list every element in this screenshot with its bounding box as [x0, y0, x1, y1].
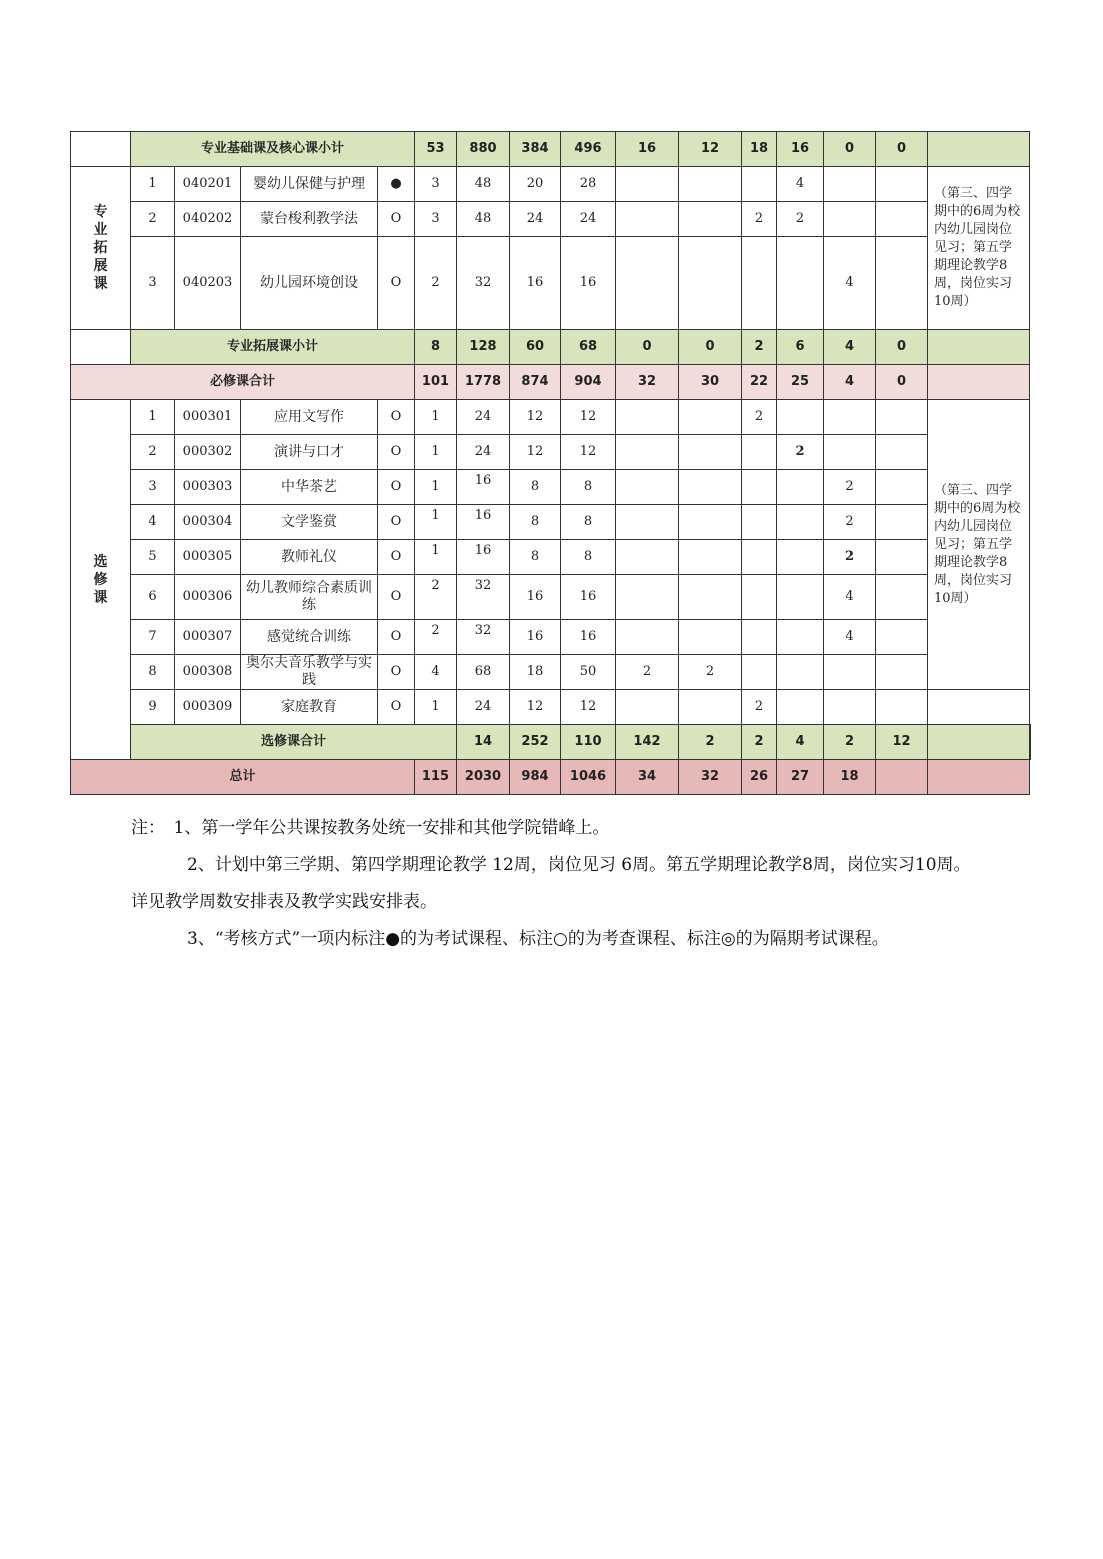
summary-value: 0: [876, 132, 928, 167]
cell-credit: 1: [415, 690, 457, 725]
cell-name: 家庭教育: [241, 690, 378, 725]
cell-code: 000306: [175, 575, 241, 620]
summary-value: 25: [777, 365, 824, 400]
cell-practice: 12: [561, 690, 616, 725]
cell-s6: [876, 435, 928, 470]
summary-value: [928, 132, 1030, 167]
summary-value: 904: [561, 365, 616, 400]
cell-theory: 18: [510, 655, 561, 690]
note-1: 注： 1、第一学年公共课按教务处统一安排和其他学院错峰上。: [131, 818, 610, 838]
summary-value: [1030, 725, 1031, 760]
cell-no: 3: [131, 470, 175, 505]
cell-s3: 2: [742, 202, 777, 237]
cell-s3: [742, 620, 777, 655]
summary-value: 110: [561, 725, 616, 760]
cell-s5: [824, 400, 876, 435]
cell-s2: [679, 167, 742, 202]
summary-value: 14: [457, 725, 510, 760]
cell-total: 24: [457, 400, 510, 435]
cell-s3: [742, 167, 777, 202]
summary-value: 2: [742, 330, 777, 365]
cell-total: 16: [457, 540, 510, 575]
cell-practice: 50: [561, 655, 616, 690]
cell-s2: [679, 620, 742, 655]
cell-s5: 2: [824, 470, 876, 505]
summary-value: 6: [777, 330, 824, 365]
cell-mark: O: [378, 400, 415, 435]
blank-cell: [71, 330, 131, 365]
cell-theory: 12: [510, 400, 561, 435]
cell-mark: O: [378, 575, 415, 620]
cell-s5: 4: [824, 575, 876, 620]
summary-label: 选修课合计: [131, 725, 457, 760]
cell-practice: 12: [561, 435, 616, 470]
summary-value: 0: [876, 330, 928, 365]
summary-value: 0: [679, 330, 742, 365]
cell-s3: [742, 575, 777, 620]
cell-mark: O: [378, 435, 415, 470]
summary-label: 必修课合计: [71, 365, 415, 400]
cell-practice: 24: [561, 202, 616, 237]
cell-practice: 8: [561, 470, 616, 505]
summary-value: [928, 330, 1030, 365]
cell-code: 000301: [175, 400, 241, 435]
summary-value: 101: [415, 365, 457, 400]
summary-value: 22: [742, 365, 777, 400]
cell-s5: [824, 202, 876, 237]
cell-s1: [616, 575, 679, 620]
cell-s3: 2: [742, 690, 777, 725]
summary-value: 12: [876, 725, 928, 760]
cell-theory: 8: [510, 505, 561, 540]
cell-s6: [876, 690, 928, 725]
cell-s6: [876, 620, 928, 655]
cell-s5: [824, 690, 876, 725]
cell-theory: 24: [510, 202, 561, 237]
cell-total: 16: [457, 470, 510, 505]
cell-theory: 8: [510, 470, 561, 505]
summary-value: 0: [616, 330, 679, 365]
summary-value: 2: [824, 725, 876, 760]
cell-name: 中华茶艺: [241, 470, 378, 505]
cell-practice: 12: [561, 400, 616, 435]
cell-s1: [616, 470, 679, 505]
cell-s2: [679, 575, 742, 620]
cell-name: 应用文写作: [241, 400, 378, 435]
cell-total: 24: [457, 435, 510, 470]
cell-s3: [742, 540, 777, 575]
cell-name: 文学鉴赏: [241, 505, 378, 540]
summary-value: 27: [777, 760, 824, 795]
remark-note: （第三、四学期中的6周为校内幼儿园岗位见习；第五学期理论教学8周，岗位实习10周）: [928, 400, 1030, 690]
summary-value: 4: [824, 365, 876, 400]
summary-value: 0: [824, 132, 876, 167]
cell-s6: [876, 540, 928, 575]
cell-theory: 16: [510, 620, 561, 655]
cell-practice: 8: [561, 540, 616, 575]
summary-row: [71, 330, 1031, 365]
cell-s1: [616, 400, 679, 435]
summary-value: 0: [876, 365, 928, 400]
summary-value: 2: [742, 725, 777, 760]
summary-value: 26: [742, 760, 777, 795]
cell-mark: O: [378, 470, 415, 505]
cell-code: 000307: [175, 620, 241, 655]
summary-value: 34: [616, 760, 679, 795]
summary-value: 8: [415, 330, 457, 365]
category-label: 选修课: [93, 553, 108, 606]
summary-value: 32: [616, 365, 679, 400]
course-row: [71, 540, 1031, 575]
cell-name: 感觉统合训练: [241, 620, 378, 655]
cell-theory: 8: [510, 540, 561, 575]
summary-value: 4: [824, 330, 876, 365]
note-3: 3、“考核方式”一项内标注●的为考试课程、标注○的为考查课程、标注◎的为隔期考试课程。: [187, 929, 889, 949]
cell-code: 000304: [175, 505, 241, 540]
summary-label: 总计: [71, 760, 415, 795]
cell-s1: [616, 167, 679, 202]
cell-code: 040203: [175, 237, 241, 330]
cell-practice: 16: [561, 575, 616, 620]
cell-s4: [777, 690, 824, 725]
summary-value: 18: [824, 760, 876, 795]
cell-s1: [616, 202, 679, 237]
summary-value: 2030: [457, 760, 510, 795]
cell-no: 4: [131, 505, 175, 540]
summary-row: [71, 760, 1031, 795]
summary-row: [71, 132, 1031, 167]
cell-code: 000305: [175, 540, 241, 575]
cell-credit: 1: [415, 505, 457, 540]
cell-s2: [679, 237, 742, 330]
cell-s4: 4: [777, 167, 824, 202]
cell-mark: O: [378, 540, 415, 575]
cell-credit: 4: [415, 655, 457, 690]
cell-total: 68: [457, 655, 510, 690]
cell-s4: 2: [777, 202, 824, 237]
cell-credit: 2: [415, 237, 457, 330]
summary-value: 1046: [561, 760, 616, 795]
summary-row: [71, 365, 1031, 400]
remark-note: （第三、四学期中的6周为校内幼儿园岗位见习；第五学期理论教学8周，岗位实习10周）: [928, 167, 1030, 330]
note-2: 2、计划中第三学期、第四学期理论教学 12周，岗位见习 6周。第五学期理论教学8周，岗位实习10周。详见教学周数安排表及教学实践安排表。: [131, 855, 971, 912]
course-row: [71, 470, 1031, 505]
cell-s1: 2: [616, 655, 679, 690]
cell-name: 婴幼儿保健与护理: [241, 167, 378, 202]
summary-value: 128: [457, 330, 510, 365]
cell-code: 000308: [175, 655, 241, 690]
cell-theory: 20: [510, 167, 561, 202]
summary-value: [928, 365, 1030, 400]
cell-s6: [876, 505, 928, 540]
cell-mark: O: [378, 202, 415, 237]
course-row: [71, 435, 1031, 470]
cell-s2: [679, 540, 742, 575]
cell-no: 6: [131, 575, 175, 620]
summary-value: 2: [679, 725, 742, 760]
course-row: [71, 620, 1031, 655]
cell-s3: [742, 505, 777, 540]
cell-no: 7: [131, 620, 175, 655]
summary-value: 16: [777, 132, 824, 167]
cell-s4: [777, 400, 824, 435]
cell-theory: 12: [510, 435, 561, 470]
cell-s3: [742, 655, 777, 690]
summary-value: 874: [510, 365, 561, 400]
cell-s6: [876, 655, 928, 690]
summary-value: 68: [561, 330, 616, 365]
cell-s4: [777, 237, 824, 330]
cell-total: 32: [457, 237, 510, 330]
cell-s3: 2: [742, 400, 777, 435]
cell-total: 48: [457, 202, 510, 237]
cell-s3: [742, 237, 777, 330]
cell-credit: 2: [415, 575, 457, 620]
cell-name: 幼儿园环境创设: [241, 237, 378, 330]
cell-s4: [777, 470, 824, 505]
cell-s1: [616, 237, 679, 330]
summary-value: 984: [510, 760, 561, 795]
category-cell: [71, 167, 131, 330]
cell-s2: [679, 690, 742, 725]
cell-total: 16: [457, 505, 510, 540]
cell-s2: [679, 435, 742, 470]
cell-s2: [679, 400, 742, 435]
cell-code: 040202: [175, 202, 241, 237]
cell-no: 8: [131, 655, 175, 690]
summary-value: 384: [510, 132, 561, 167]
blank-cell: [71, 132, 131, 167]
summary-value: 53: [415, 132, 457, 167]
cell-s1: [616, 620, 679, 655]
cell-name: 幼儿教师综合素质训练: [241, 575, 378, 620]
summary-value: 32: [679, 760, 742, 795]
cell-s1: [616, 505, 679, 540]
cell-s6: [876, 400, 928, 435]
course-row: [71, 690, 1031, 725]
summary-value: 30: [679, 365, 742, 400]
summary-value: 880: [457, 132, 510, 167]
cell-credit: 1: [415, 400, 457, 435]
cell-s5: [824, 435, 876, 470]
summary-value: 4: [777, 725, 824, 760]
category-label: 专业拓展课: [93, 204, 108, 292]
category-cell: [71, 400, 131, 760]
cell-s1: [616, 690, 679, 725]
course-row: [71, 237, 1031, 330]
cell-credit: 3: [415, 167, 457, 202]
cell-practice: 16: [561, 237, 616, 330]
cell-code: 000303: [175, 470, 241, 505]
course-plan-table: [70, 131, 1031, 795]
cell-total: 32: [457, 620, 510, 655]
cell-name: 蒙台梭利教学法: [241, 202, 378, 237]
cell-theory: 16: [510, 237, 561, 330]
cell-code: 000302: [175, 435, 241, 470]
cell-no: 5: [131, 540, 175, 575]
summary-value: 60: [510, 330, 561, 365]
cell-s1: [616, 540, 679, 575]
summary-value: 12: [679, 132, 742, 167]
cell-no: 2: [131, 202, 175, 237]
cell-s4: 2: [777, 435, 824, 470]
cell-s2: [679, 505, 742, 540]
cell-s6: [876, 470, 928, 505]
cell-mark: ●: [378, 167, 415, 202]
cell-s5: [824, 655, 876, 690]
cell-s5: 2: [824, 540, 876, 575]
course-row: [71, 655, 1031, 690]
summary-value: 16: [616, 132, 679, 167]
cell-mark: O: [378, 505, 415, 540]
summary-value: [928, 760, 1030, 795]
cell-s4: [777, 620, 824, 655]
summary-value: 496: [561, 132, 616, 167]
cell-practice: 8: [561, 505, 616, 540]
summary-value: [928, 725, 1030, 760]
cell-no: 2: [131, 435, 175, 470]
cell-credit: 1: [415, 470, 457, 505]
cell-s6: [876, 575, 928, 620]
summary-value: 115: [415, 760, 457, 795]
cell-s5: 2: [824, 505, 876, 540]
cell-name: 演讲与口才: [241, 435, 378, 470]
cell-s5: 4: [824, 620, 876, 655]
cell-s4: [777, 575, 824, 620]
cell-s6: [876, 237, 928, 330]
cell-no: 9: [131, 690, 175, 725]
cell-mark: O: [378, 690, 415, 725]
summary-row: [71, 725, 1031, 760]
summary-value: [876, 760, 928, 795]
summary-value: 18: [742, 132, 777, 167]
cell-s4: [777, 505, 824, 540]
course-row: [71, 400, 1031, 435]
cell-theory: 12: [510, 690, 561, 725]
cell-mark: O: [378, 237, 415, 330]
cell-s1: [616, 435, 679, 470]
cell-credit: 2: [415, 620, 457, 655]
cell-credit: 3: [415, 202, 457, 237]
cell-name: 教师礼仪: [241, 540, 378, 575]
cell-mark: O: [378, 655, 415, 690]
summary-value: 142: [616, 725, 679, 760]
cell-s6: [876, 202, 928, 237]
cell-theory: 16: [510, 575, 561, 620]
notes-section: [131, 810, 981, 958]
cell-credit: 1: [415, 435, 457, 470]
cell-s4: [777, 655, 824, 690]
course-row: [71, 167, 1031, 202]
cell-mark: O: [378, 620, 415, 655]
cell-s5: 4: [824, 237, 876, 330]
cell-total: 24: [457, 690, 510, 725]
cell-no: 1: [131, 167, 175, 202]
cell-s2: [679, 470, 742, 505]
course-row: [71, 202, 1031, 237]
cell-s5: [824, 167, 876, 202]
cell-total: 48: [457, 167, 510, 202]
summary-value: 1778: [457, 365, 510, 400]
cell-practice: 16: [561, 620, 616, 655]
cell-s4: [777, 540, 824, 575]
cell-name: 奥尔夫音乐教学与实践: [241, 655, 378, 690]
cell-s2: 2: [679, 655, 742, 690]
course-row: [71, 575, 1031, 620]
cell-no: 3: [131, 237, 175, 330]
cell-no: 1: [131, 400, 175, 435]
summary-label: 专业基础课及核心课小计: [131, 132, 415, 167]
cell-s2: [679, 202, 742, 237]
summary-label: 专业拓展课小计: [131, 330, 415, 365]
cell-code: 040201: [175, 167, 241, 202]
cell-s6: [876, 167, 928, 202]
blank-cell: [928, 690, 1030, 725]
cell-total: 32: [457, 575, 510, 620]
cell-credit: 1: [415, 540, 457, 575]
cell-practice: 28: [561, 167, 616, 202]
cell-s3: [742, 470, 777, 505]
cell-s3: [742, 435, 777, 470]
summary-value: 252: [510, 725, 561, 760]
course-row: [71, 505, 1031, 540]
cell-code: 000309: [175, 690, 241, 725]
